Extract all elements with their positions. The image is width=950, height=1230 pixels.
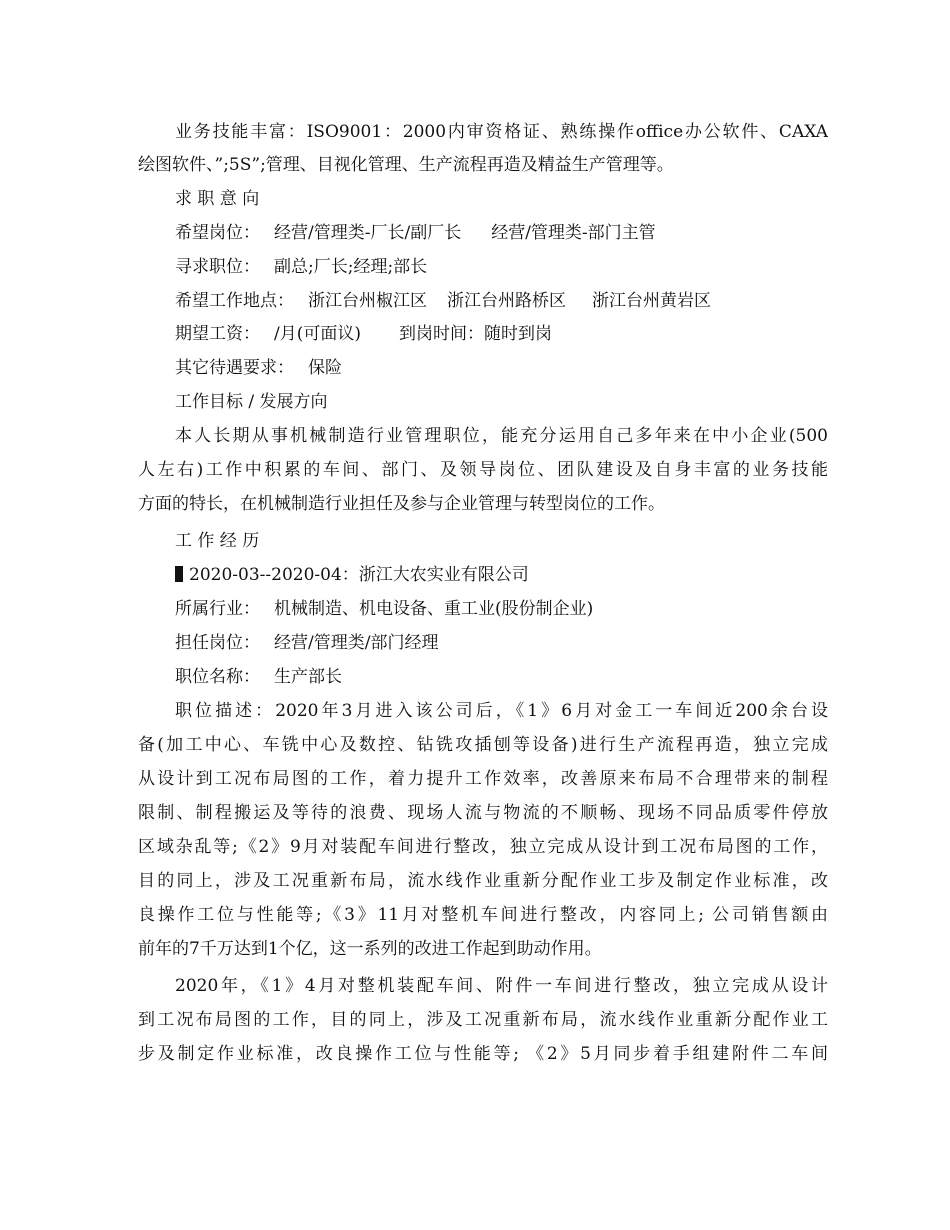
location-row bbox=[175, 290, 828, 312]
intent-heading: 求 职 意 向 bbox=[175, 189, 260, 209]
bullet-marker-icon bbox=[175, 566, 183, 582]
location-1: 浙江台州椒江区 bbox=[308, 291, 427, 311]
goal-line-2: 人左右)工作中积累的车间、部门、及领导岗位、团队建设及自身丰富的业务技能 bbox=[138, 460, 828, 480]
desired-position-1: 经营/管理类-厂长/副厂长 bbox=[274, 223, 462, 243]
industry-value: 机械制造、机电设备、重工业(股份制企业) bbox=[274, 599, 594, 619]
post-row bbox=[175, 632, 828, 654]
industry-label: 所属行业： bbox=[175, 599, 260, 619]
goal-heading: 工作目标 / 发展方向 bbox=[175, 392, 328, 412]
desc2-line-3: 步及制定作业标准，改良操作工位与性能等; 《2》5月同步着手组建附件二车间 bbox=[138, 1044, 828, 1064]
job-title-value: 生产部长 bbox=[274, 667, 342, 687]
desc-line-3: 从设计到工况布局图的工作，着力提升工作效率，改善原来布局不合理带来的制程 bbox=[138, 769, 828, 789]
post-value: 经营/管理类/部门经理 bbox=[274, 633, 439, 653]
job-title-row bbox=[175, 666, 828, 688]
goal-line-1: 本人长期从事机械制造行业管理职位，能充分运用自己多年来在中小企业(500 bbox=[175, 426, 828, 446]
other-benefits-row bbox=[175, 357, 828, 379]
desc-line-8: 前年的7千万达到1个亿，这一系列的改进工作起到助动作用。 bbox=[138, 939, 602, 959]
desc-line-1: 职位描述：2020年3月进入该公司后，《1》6月对金工一车间近200余台设 bbox=[175, 701, 828, 721]
job-title-label: 职位名称： bbox=[175, 667, 260, 687]
desired-position-row bbox=[175, 222, 828, 244]
desc-line-7: 良操作工位与性能等;《3》11月对整机车间进行整改，内容同上; 公司销售额由 bbox=[138, 905, 828, 925]
experience-heading: 工 作 经 历 bbox=[175, 531, 260, 551]
seeking-label: 寻求职位： bbox=[175, 257, 260, 277]
arrival-label: 到岗时间： bbox=[399, 324, 484, 344]
period-company-row bbox=[175, 564, 828, 586]
desc-line-4: 限制、制程搬运及等待的浪费、现场人流与物流的不顺畅、现场不同品质零件停放 bbox=[138, 803, 828, 823]
skills-line-2: 绘图软件、”;5S”;管理、目视化管理、生产流程再造及精益生产管理等。 bbox=[138, 155, 674, 175]
location-2: 浙江台州路桥区 bbox=[447, 291, 566, 311]
desc-line-5: 区域杂乱等;《2》9月对装配车间进行整改，独立完成从设计到工况布局图的工作， bbox=[138, 837, 828, 857]
location-3: 浙江台州黄岩区 bbox=[592, 291, 711, 311]
desired-position-label: 希望岗位： bbox=[175, 223, 260, 243]
salary-value: /月(可面议) bbox=[274, 324, 361, 344]
seeking-value: 副总;厂长;经理;部长 bbox=[274, 257, 428, 277]
location-label: 希望工作地点： bbox=[175, 291, 294, 311]
desc2-line-2: 到工况布局图的工作，目的同上，涉及工况重新布局，流水线作业重新分配作业工 bbox=[138, 1010, 828, 1030]
other-benefits-label: 其它待遇要求： bbox=[175, 358, 294, 378]
seeking-position-row bbox=[175, 256, 828, 278]
industry-row bbox=[175, 598, 828, 620]
desired-position-2: 经营/管理类-部门主管 bbox=[491, 223, 656, 243]
salary-row bbox=[175, 323, 828, 345]
desc-line-2: 备(加工中心、车铣中心及数控、钻铣攻插刨等设备)进行生产流程再造，独立完成 bbox=[138, 735, 828, 755]
salary-label: 期望工资： bbox=[175, 324, 260, 344]
desc2-line-1: 2020年，《1》4月对整机装配车间、附件一车间进行整改，独立完成从设计 bbox=[175, 976, 828, 996]
post-label: 担任岗位： bbox=[175, 633, 260, 653]
desc-line-6: 目的同上，涉及工况重新布局，流水线作业重新分配作业工步及制定作业标准，改 bbox=[138, 871, 828, 891]
skills-line-1: 业务技能丰富：ISO9001：2000内审资格证、熟练操作office办公软件、CAXA bbox=[175, 122, 828, 142]
arrival-value: 随时到岗 bbox=[484, 324, 552, 344]
goal-line-3: 方面的特长，在机械制造行业担任及参与企业管理与转型岗位的工作。 bbox=[138, 494, 665, 514]
other-benefits-value: 保险 bbox=[308, 358, 342, 378]
period-company: 2020-03--2020-04：浙江大农实业有限公司 bbox=[189, 565, 529, 585]
